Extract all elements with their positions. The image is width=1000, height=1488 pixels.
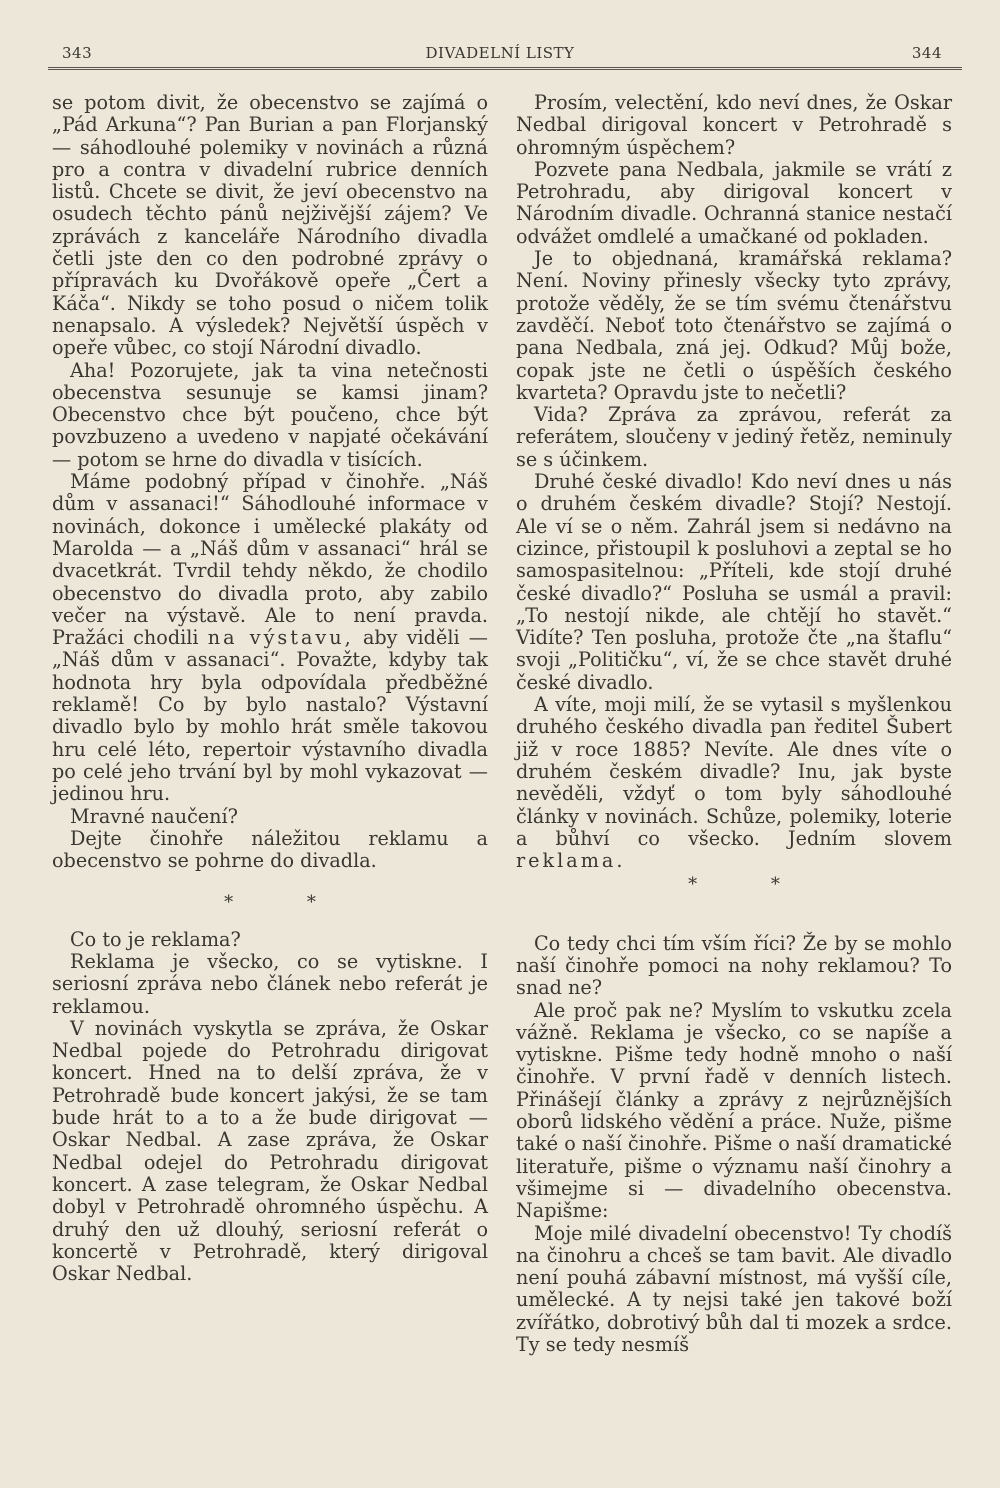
right-paragraph-6-text: A víte, moji milí, že se vytasil s myšlenkou druhého českého divadla pan ředitel Šubert již v roce 1885? Nevíte. Ale dnes víte o druhém českém divadle? Inu, jak byste nevěděli, vždyť o tom byly sáhodlouhé články v novinách. Schůze, polemiky, loterie a bůhví co všecko. Jedním slovem: [516, 693, 952, 850]
page-number-left: 343: [62, 44, 93, 62]
right-paragraph-7: Co tedy chci tím vším říci? Že by se mohlo naší činohře pomoci na nohy reklamou? To snad ne?: [516, 931, 952, 1000]
section-separator-left: * *: [224, 892, 350, 914]
right-paragraph-1: Prosím, velectění, kdo neví dnes, že Oskar Nedbal dirigoval koncert v Petrohradě s ohromným úspěchem?: [516, 91, 952, 159]
left-paragraph-1: se potom divit, že obecenstvo se zajímá o „Pád Arkuna“? Pan Burian a pan Florjanský — sáhodlouhé polemiky v novinách a různá pro a contra v divadelní rubrice denních listů. Chcete se divit, že jeví obecenstvo na osudech těchto pánů nejživější zájem? Ve zprávách z kanceláře Národního divadla četli jste den co den podrobné zprávy o přípravách ku Dvořákově opeře „Čert a Káča“. Nikdy se toho posud o ničem tolik nenapsalo. A výsledek? Největší úspěch v opeře vůbec, co stojí Národní divadlo.: [52, 91, 488, 360]
running-header: [36, 40, 964, 64]
section-separator-right: * *: [688, 874, 814, 896]
running-title: DIVADELNÍ LISTY: [425, 44, 575, 62]
right-paragraph-9: Moje milé divadelní obecenstvo! Ty chodíš na činohru a chceš se tam bavit. Ale divadlo není pouhá zábavní místnost, má vyšší cíle, umělecké. A ty nejsi také jen takové boží zvířátko, dobrotivý bůh dal ti mozek a srdce. Ty se tedy nesmíš: [516, 1221, 952, 1357]
left-paragraph-2: Aha! Pozorujete, jak ta vina netečnosti obecenstva sesunuje se kamsi jinam? Obecenstvo chce být poučeno, chce být povzbuzeno a uvedeno v napjaté očekávání — potom se hrne do divadla v tisících.: [52, 358, 488, 471]
left-paragraph-7: Reklama je všecko, co se vytiskne. I seriosní zpráva nebo článek nebo referát je reklamou.: [52, 949, 488, 1018]
header-double-rule: [48, 67, 962, 70]
left-paragraph-6: Co to je reklama?: [70, 927, 241, 951]
spaced-emphasis-na-vystavu: na výstavu,: [207, 626, 354, 650]
right-paragraph-2: Pozvete pana Nedbala, jakmile se vrátí z Petrohradu, aby dirigoval koncert v Národním divadle. Ochranná stanice nestačí odvážet omdlelé a umačkané od pokladen.: [516, 157, 952, 248]
right-paragraph-6: [516, 694, 952, 872]
left-paragraph-4: Mravné naučení?: [70, 804, 238, 828]
left-paragraph-3-part-b: aby viděli — „Náš dům v assanaci“. Považte, kdyby tak hodnota hry byla odpovídala předběžné reklamě! Co by bylo nastalo? Výstavní divadlo bylo by mohlo hrát směle takovou hru celé léto, repertoir výstavního divadla po celé jeho trvání byl by mohl vykazovat — jedinou hru.: [52, 626, 488, 806]
right-paragraph-4: Vida? Zpráva za zprávou, referát za referátem, sloučeny v jediný řetěz, neminuly se s účinkem.: [516, 403, 952, 471]
right-column: [516, 92, 952, 1356]
right-paragraph-3: Je to objednaná, kramářská reklama? Není. Noviny přinesly všecky tyto zprávy, protože věděly, že se tím svému čtenářstvu zavděčí. Neboť toto čtenářstvo se zajímá o pana Nedbala, zná jej. Odkud? Můj bože, copak jste ne četli o úspěších českého kvarteta? Opravdu jste to nečetli?: [516, 247, 952, 404]
spaced-emphasis-reklama: reklama.: [516, 849, 626, 873]
page-number-right: 344: [911, 44, 942, 62]
left-column: [52, 92, 488, 1285]
left-paragraph-3: [52, 471, 488, 805]
left-paragraph-5: Dejte činohře náležitou reklamu a obecenstvo se pohrne do divadla.: [52, 826, 488, 873]
left-paragraph-3-part-a: Máme podobný případ v činohře. „Náš dům v assanaci!“ Sáhodlouhé informace v novinách, dokonce i umělecké plakáty od Marolda — a „Náš dům v assanaci“ hrál se dvacetkrát. Tvrdil tehdy někdo, že chodilo obecenstvo do divadla proto, aby zabilo večer na výstavě. Ale to není pravda. Pražáci chodili: [52, 470, 488, 650]
left-paragraph-8: V novinách vyskytla se zpráva, že Oskar Nedbal pojede do Petrohradu dirigovat koncert. Hned na to delší zpráva, že v Petrohradě bude koncert jakýsi, že se tam bude hrát to a to a že bude dirigovat — Oskar Nedbal. A zase zpráva, že Oskar Nedbal odejel do Petrohradu dirigovat koncert. A zase telegram, že Oskar Nedbal dobyl v Petrohradě ohromného úspěchu. A druhý den už dlouhý, seriosní referát o koncertě v Petrohradě, který dirigoval Oskar Nedbal.: [52, 1016, 488, 1286]
right-paragraph-8: Ale proč pak ne? Myslím to vskutku zcela vážně. Reklama je všecko, co se napíše a vytiskne. Pišme tedy hodně mnoho o naší činohře. V první řadě v denních listech. Přinášejí články a zprávy z nejrůznějších oborů lidského vědění a práce. Nuže, pišme také o naší činohře. Pišme o naší dramatické literatuře, pišme o významu naší činohry a všimejme si — divadelního obecenstva. Napišme:: [516, 998, 952, 1223]
right-paragraph-5: Druhé české divadlo! Kdo neví dnes u nás o druhém českém divadle? Stojí? Nestojí. Ale ví se o něm. Zahrál jsem si nedávno na cizince, přistoupil k posluhovi a zeptal se ho samospasitelnou: „Příteli, kde stojí druhé české divadlo?“ Posluha se usmál a pravil: „To nestojí nikde, ale chtějí ho stavět.“ Vidíte? Ten posluha, protože čte „na štaflu“ svoji „Političku“, ví, že se chce stavět druhé české divadlo.: [516, 470, 952, 694]
